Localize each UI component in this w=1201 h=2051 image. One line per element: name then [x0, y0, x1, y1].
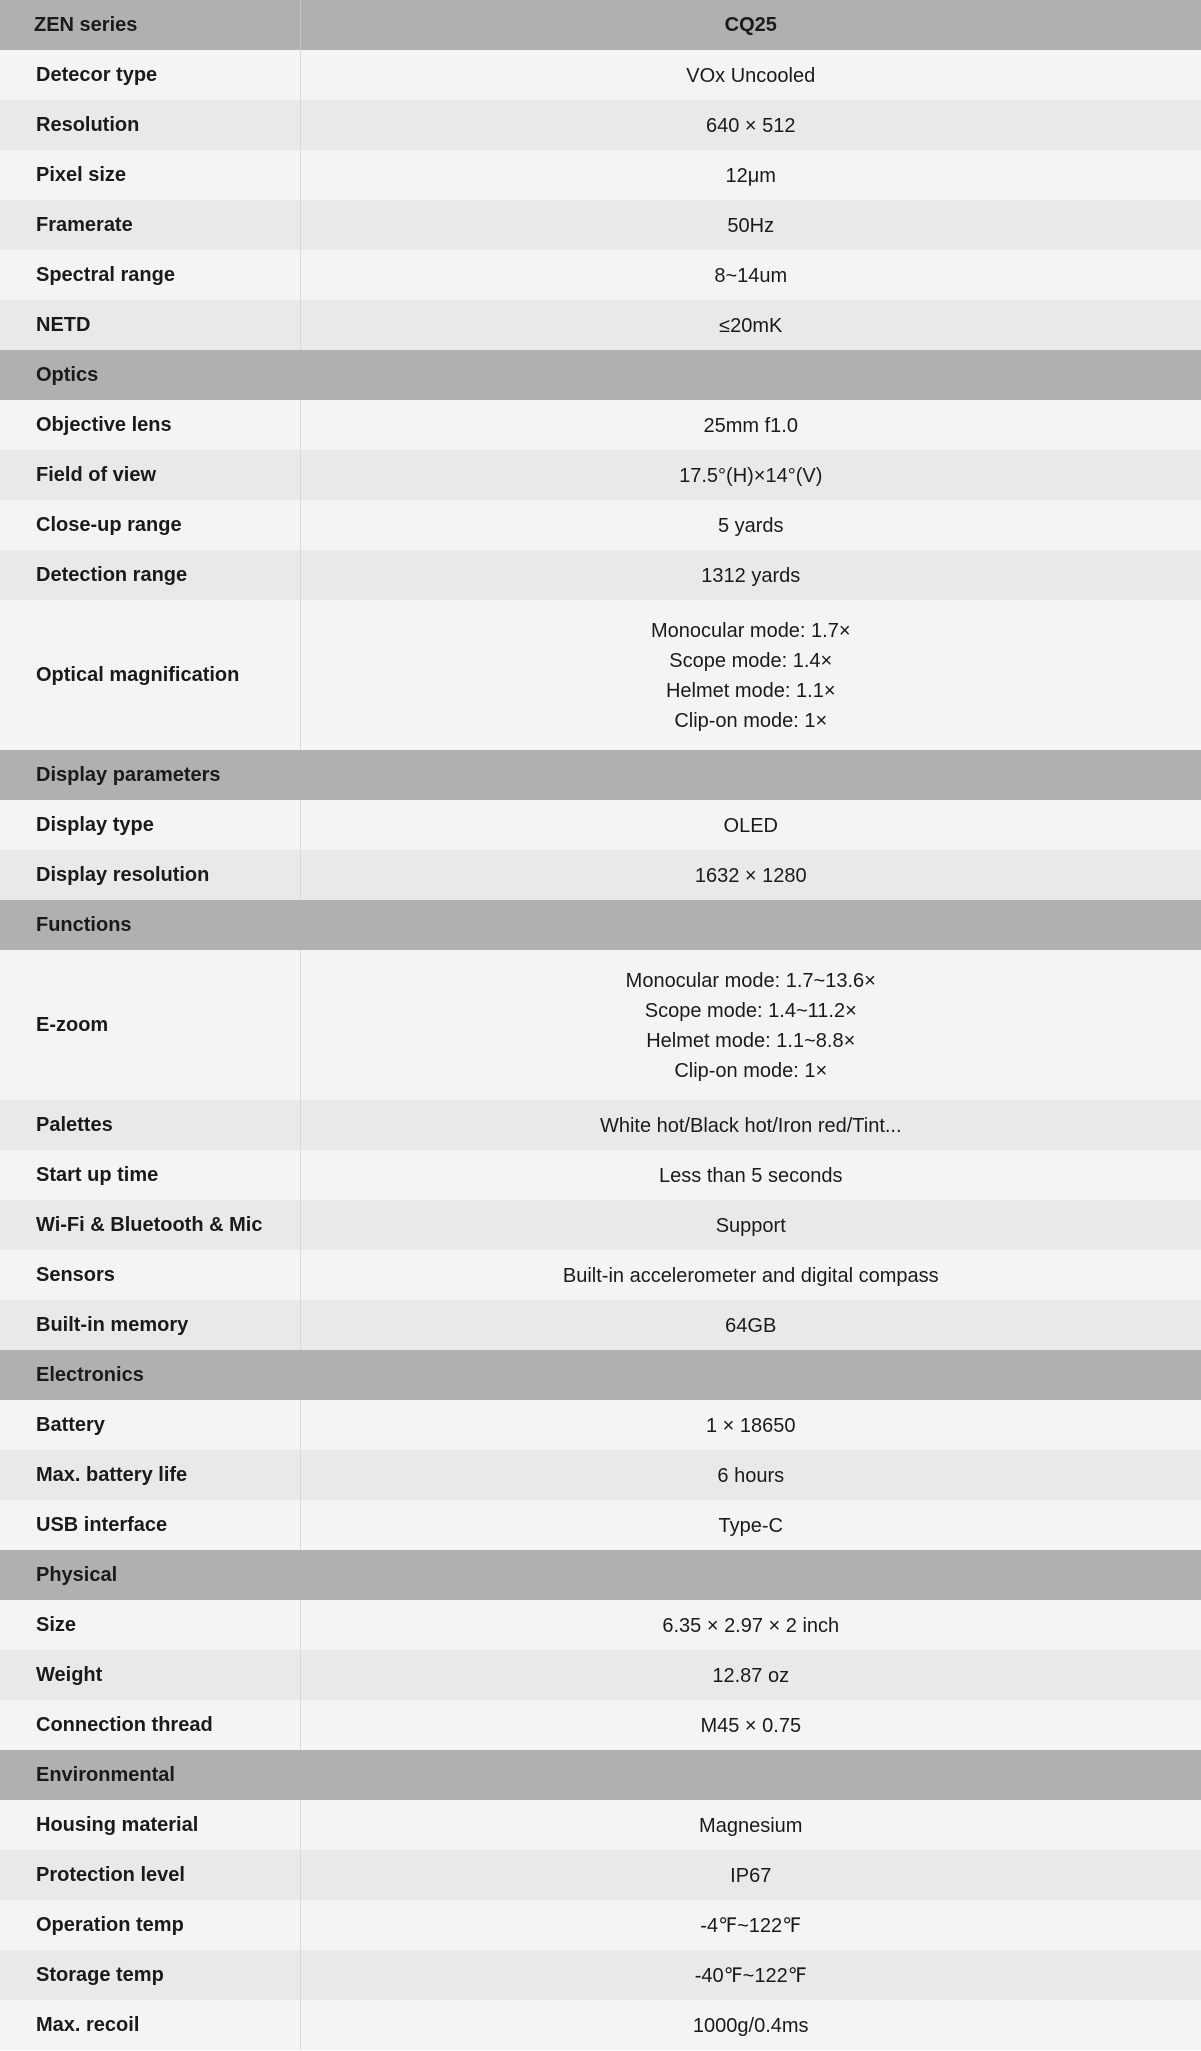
spec-value: Magnesium: [300, 1800, 1201, 1850]
spec-row: [0, 1650, 1201, 1700]
spec-label: USB interface: [0, 1500, 300, 1550]
spec-row: [0, 850, 1201, 900]
spec-value: VOx Uncooled: [300, 50, 1201, 100]
spec-label: Display type: [0, 800, 300, 850]
spec-row: [0, 1150, 1201, 1200]
spec-label: Spectral range: [0, 250, 300, 300]
spec-label: Sensors: [0, 1250, 300, 1300]
spec-value: 64GB: [300, 1300, 1201, 1350]
spec-label: Connection thread: [0, 1700, 300, 1750]
spec-label: Size: [0, 1600, 300, 1650]
spec-label: Max. recoil: [0, 2000, 300, 2050]
spec-label: Protection level: [0, 1850, 300, 1900]
spec-value: OLED: [300, 800, 1201, 850]
spec-row: [0, 300, 1201, 350]
spec-value: 6.35 × 2.97 × 2 inch: [300, 1600, 1201, 1650]
spec-label: NETD: [0, 300, 300, 350]
spec-value: 12μm: [300, 150, 1201, 200]
spec-value: Type-C: [300, 1500, 1201, 1550]
section-title: Physical: [0, 1550, 1201, 1600]
spec-row: [0, 1100, 1201, 1150]
section-header-physical: [0, 1550, 1201, 1600]
spec-label: Weight: [0, 1650, 300, 1700]
spec-row: [0, 1450, 1201, 1500]
spec-row: [0, 450, 1201, 500]
spec-row: [0, 250, 1201, 300]
section-title: Environmental: [0, 1750, 1201, 1800]
section-header-electronics: [0, 1350, 1201, 1400]
spec-value-multiline: [300, 950, 1201, 1100]
spec-row: [0, 2000, 1201, 2050]
spec-value-line: Helmet mode: 1.1~8.8×: [646, 1030, 856, 1052]
spec-value: White hot/Black hot/Iron red/Tint...: [300, 1100, 1201, 1150]
spec-value: Support: [300, 1200, 1201, 1250]
spec-value: 640 × 512: [300, 100, 1201, 150]
section-header-display: [0, 750, 1201, 800]
spec-label: Framerate: [0, 200, 300, 250]
series-label: ZEN series: [0, 0, 300, 50]
spec-value-line: Monocular mode: 1.7×: [650, 620, 851, 642]
spec-row: [0, 1800, 1201, 1850]
spec-label: Objective lens: [0, 400, 300, 450]
section-header-environmental: [0, 1750, 1201, 1800]
spec-value: -4℉~122℉: [300, 1900, 1201, 1950]
spec-label: Battery: [0, 1400, 300, 1450]
spec-value-line: Clip-on mode: 1×: [674, 710, 828, 732]
section-title: Functions: [0, 900, 1201, 950]
spec-row: [0, 50, 1201, 100]
spec-label: Close-up range: [0, 500, 300, 550]
spec-value: 12.87 oz: [300, 1650, 1201, 1700]
spec-value: 1 × 18650: [300, 1400, 1201, 1450]
spec-row: [0, 550, 1201, 600]
spec-value-multiline: [300, 600, 1201, 750]
spec-row: [0, 1950, 1201, 2000]
spec-label: Wi-Fi & Bluetooth & Mic: [0, 1200, 300, 1250]
spec-row: [0, 1200, 1201, 1250]
spec-label: Built-in memory: [0, 1300, 300, 1350]
spec-value: 5 yards: [300, 500, 1201, 550]
spec-row: [0, 100, 1201, 150]
spec-label: Max. battery life: [0, 1450, 300, 1500]
spec-label: Optical magnification: [0, 600, 300, 750]
spec-value: 17.5°(H)×14°(V): [300, 450, 1201, 500]
spec-label: Field of view: [0, 450, 300, 500]
spec-row: [0, 500, 1201, 550]
spec-value: M45 × 0.75: [300, 1700, 1201, 1750]
spec-row: [0, 150, 1201, 200]
spec-value-line: Monocular mode: 1.7~13.6×: [625, 970, 876, 992]
spec-row: [0, 1850, 1201, 1900]
spec-value: 1312 yards: [300, 550, 1201, 600]
spec-row: [0, 1500, 1201, 1550]
spec-row: [0, 1900, 1201, 1950]
spec-row: [0, 400, 1201, 450]
spec-label: Storage temp: [0, 1950, 300, 2000]
spec-value: Less than 5 seconds: [300, 1150, 1201, 1200]
spec-value-line: Scope mode: 1.4×: [669, 650, 833, 672]
section-header-functions: [0, 900, 1201, 950]
spec-value: IP67: [300, 1850, 1201, 1900]
spec-value: Built-in accelerometer and digital compass: [300, 1250, 1201, 1300]
model-name: CQ25: [300, 0, 1201, 50]
spec-value: 6 hours: [300, 1450, 1201, 1500]
spec-value: ≤20mK: [300, 300, 1201, 350]
spec-row: [0, 950, 1201, 1100]
spec-label: E-zoom: [0, 950, 300, 1100]
spec-row: [0, 1300, 1201, 1350]
section-title: Display parameters: [0, 750, 1201, 800]
spec-row: [0, 200, 1201, 250]
spec-value-line: Scope mode: 1.4~11.2×: [644, 1000, 857, 1022]
spec-value-line: Clip-on mode: 1×: [674, 1060, 828, 1082]
section-header-optics: [0, 350, 1201, 400]
spec-value: 25mm f1.0: [300, 400, 1201, 450]
spec-label: Housing material: [0, 1800, 300, 1850]
spec-label: Operation temp: [0, 1900, 300, 1950]
spec-row: [0, 1700, 1201, 1750]
spec-value-line: Helmet mode: 1.1×: [665, 680, 836, 702]
spec-row: [0, 600, 1201, 750]
spec-value: 8~14um: [300, 250, 1201, 300]
spec-label: Pixel size: [0, 150, 300, 200]
spec-label: Detecor type: [0, 50, 300, 100]
spec-row: [0, 1600, 1201, 1650]
spec-row: [0, 1400, 1201, 1450]
spec-label: Palettes: [0, 1100, 300, 1150]
spec-value: 50Hz: [300, 200, 1201, 250]
section-title: Electronics: [0, 1350, 1201, 1400]
spec-label: Resolution: [0, 100, 300, 150]
spec-value: 1632 × 1280: [300, 850, 1201, 900]
spec-row: [0, 800, 1201, 850]
spec-value: -40℉~122℉: [300, 1950, 1201, 2000]
table-header-row: [0, 0, 1201, 50]
spec-label: Start up time: [0, 1150, 300, 1200]
spec-row: [0, 1250, 1201, 1300]
spec-value: 1000g/0.4ms: [300, 2000, 1201, 2050]
spec-label: Detection range: [0, 550, 300, 600]
section-title: Optics: [0, 350, 1201, 400]
spec-label: Display resolution: [0, 850, 300, 900]
